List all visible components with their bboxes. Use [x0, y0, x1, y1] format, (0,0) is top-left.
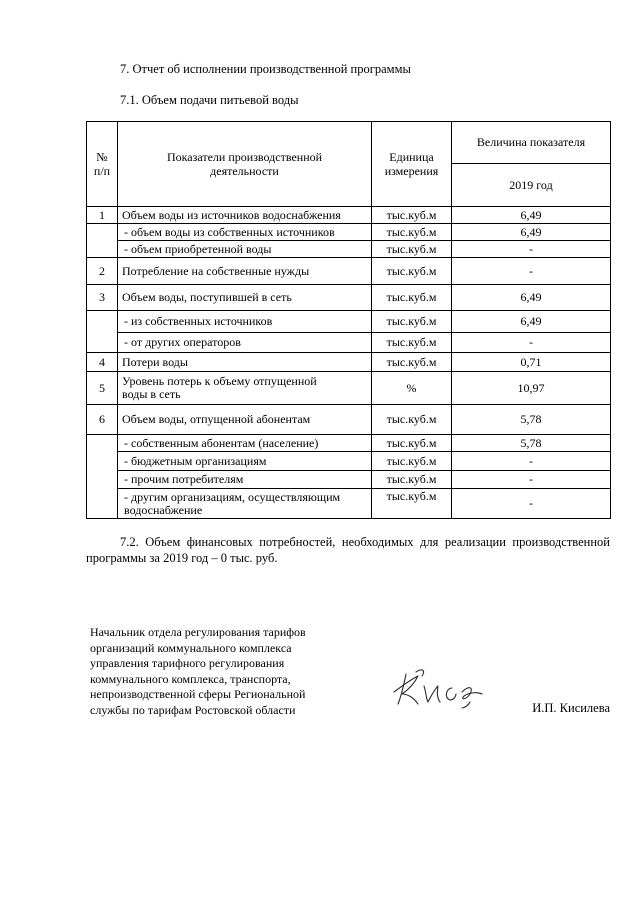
- table-row: [87, 471, 611, 489]
- row-value: 10,97: [452, 372, 611, 405]
- row-indicator: - бюджетным организациям: [118, 452, 372, 471]
- row-indicator: - из собственных источников: [118, 311, 372, 333]
- row-indicator: Уровень потерь к объему отпущенной воды в сеть: [118, 372, 372, 405]
- row-value: 0,71: [452, 353, 611, 372]
- row-unit: тыс.куб.м: [372, 489, 452, 519]
- row-unit: тыс.куб.м: [372, 241, 452, 258]
- subsection-heading: 7.1. Объем подачи питьевой воды: [120, 93, 299, 107]
- table-row: [87, 207, 611, 224]
- header-value-group: Величина показателя: [452, 122, 611, 164]
- row-value: -: [452, 471, 611, 489]
- row-number-blank: [87, 311, 118, 353]
- row-value: 6,49: [452, 311, 611, 333]
- header-indicator: Показатели производственной деятельности: [118, 122, 372, 207]
- row-value: 5,78: [452, 405, 611, 435]
- row-indicator: Объем воды из источников водоснабжения: [118, 207, 372, 224]
- row-indicator: Объем воды, отпущенной абонентам: [118, 405, 372, 435]
- signer-title-line: организаций коммунального комплекса: [90, 640, 292, 655]
- row-indicator: - объем приобретенной воды: [118, 241, 372, 258]
- row-indicator: - другим организациям, осуществляющим водоснабжение: [118, 489, 372, 519]
- table-row: [87, 489, 611, 519]
- water-supply-table: [86, 121, 611, 519]
- row-value: 6,49: [452, 207, 611, 224]
- signer-title-line: коммунального комплекса, транспорта,: [90, 671, 291, 686]
- signer-title-line: управления тарифного регулирования: [90, 656, 285, 670]
- table-row: [87, 241, 611, 258]
- row-number: 1: [87, 207, 118, 224]
- row-indicator: Потери воды: [118, 353, 372, 372]
- signer-title-block: [90, 625, 350, 718]
- table-row: [87, 258, 611, 285]
- row-value: 6,49: [452, 285, 611, 311]
- row-indicator: Потребление на собственные нужды: [118, 258, 372, 285]
- header-number: № п/п: [87, 122, 118, 207]
- row-number: 2: [87, 258, 118, 285]
- row-number: 5: [87, 372, 118, 405]
- row-number: 3: [87, 285, 118, 311]
- row-value: 6,49: [452, 224, 611, 241]
- row-unit: тыс.куб.м: [372, 311, 452, 333]
- row-value: -: [452, 258, 611, 285]
- table-row: [87, 333, 611, 353]
- table-row: [87, 372, 611, 405]
- row-indicator: Объем воды, поступившей в сеть: [118, 285, 372, 311]
- signer-title-line: непроизводственной сферы Региональной: [90, 687, 306, 701]
- row-unit: тыс.куб.м: [372, 224, 452, 241]
- row-unit: тыс.куб.м: [372, 471, 452, 489]
- row-unit: тыс.куб.м: [372, 353, 452, 372]
- table-row: [87, 311, 611, 333]
- table-row: [87, 285, 611, 311]
- table-row: [87, 435, 611, 452]
- row-indicator: - объем воды из собственных источников: [118, 224, 372, 241]
- row-value: -: [452, 452, 611, 471]
- table-row: [87, 224, 611, 241]
- row-value: 5,78: [452, 435, 611, 452]
- row-number-blank: [87, 224, 118, 258]
- header-year: 2019 год: [452, 164, 611, 207]
- handwritten-signature: [392, 662, 484, 710]
- row-unit: тыс.куб.м: [372, 333, 452, 353]
- row-unit: тыс.куб.м: [372, 452, 452, 471]
- row-unit: тыс.куб.м: [372, 435, 452, 452]
- row-unit: тыс.куб.м: [372, 258, 452, 285]
- row-unit: тыс.куб.м: [372, 285, 452, 311]
- row-unit: тыс.куб.м: [372, 405, 452, 435]
- row-indicator: - прочим потребителям: [118, 471, 372, 489]
- table-row: [87, 353, 611, 372]
- table-header-row: [87, 122, 611, 164]
- row-value: -: [452, 241, 611, 258]
- section-heading: 7. Отчет об исполнении производственной программы: [120, 62, 411, 76]
- row-value: -: [452, 333, 611, 353]
- row-number-blank: [87, 435, 118, 519]
- row-number: 4: [87, 353, 118, 372]
- signer-title-line: службы по тарифам Ростовской области: [90, 702, 296, 717]
- signer-name: И.П. Кисилева: [532, 701, 610, 715]
- signer-title-line: Начальник отдела регулирования тарифов: [90, 625, 306, 639]
- row-indicator: - от других операторов: [118, 333, 372, 353]
- row-unit: %: [372, 372, 452, 405]
- row-value: -: [452, 489, 611, 519]
- table-row: [87, 405, 611, 435]
- row-unit: тыс.куб.м: [372, 207, 452, 224]
- table-row: [87, 452, 611, 471]
- header-unit: Единица измерения: [372, 122, 452, 207]
- row-number: 6: [87, 405, 118, 435]
- financial-needs-note: 7.2. Объем финансовых потребностей, необходимых для реализации производственной программы за 2019 год – 0 тыс. руб.: [86, 535, 610, 565]
- row-indicator: - собственным абонентам (население): [118, 435, 372, 452]
